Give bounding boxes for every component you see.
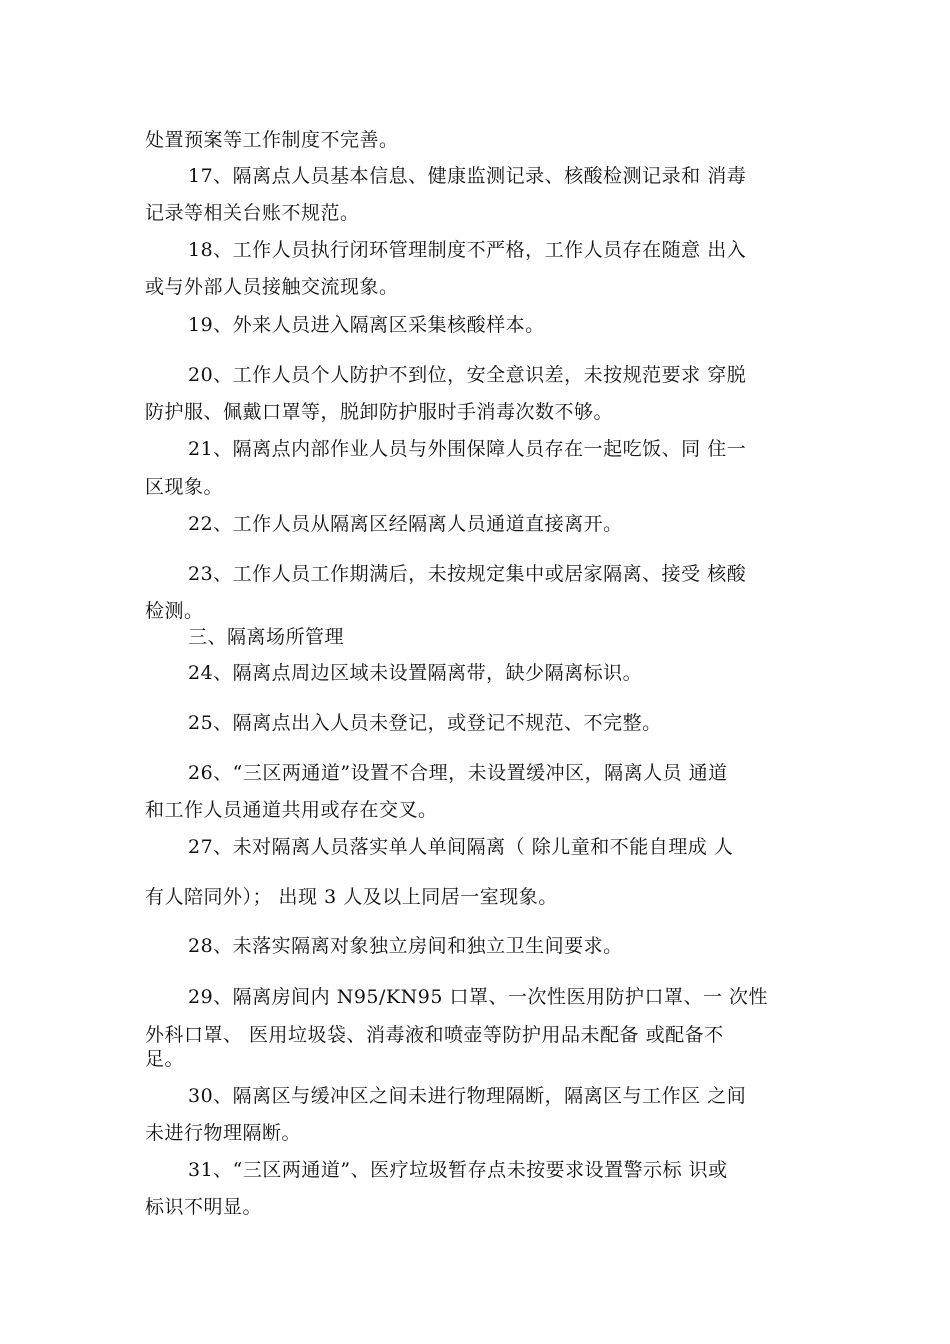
list-item-23: 23、工作人员工作期满后，未按规定集中或居家隔离、接受 核酸: [188, 563, 747, 585]
text-line: 检测。: [145, 600, 204, 622]
text-line: 或与外部人员接触交流现象。: [145, 276, 399, 298]
text-line: 有人陪同外）； 出现 3 人及以上同居一室现象。: [145, 886, 558, 908]
text-line: 标识不明显。: [145, 1196, 263, 1218]
list-item-30: 30、隔离区与缓冲区之间未进行物理隔断，隔离区与工作区 之间: [188, 1085, 747, 1107]
list-item-29: 29、隔离房间内 N95/KN95 口罩、一次性医用防护口罩、一 次性: [188, 986, 768, 1008]
text-line: 防护服、佩戴口罩等，脱卸防护服时手消毒次数不够。: [145, 401, 614, 423]
list-item-25: 25、隔离点出入人员未登记，或登记不规范、不完整。: [188, 712, 662, 734]
text-line: 处置预案等工作制度不完善。: [145, 129, 399, 151]
list-item-28: 28、未落实隔离对象独立房间和独立卫生间要求。: [188, 935, 623, 957]
list-item-18: 18、工作人员执行闭环管理制度不严格，工作人员存在随意 出入: [188, 239, 747, 261]
list-item-17: 17、隔离点人员基本信息、健康监测记录、核酸检测记录和 消毒: [188, 165, 747, 187]
list-item-26: 26、“三区两通道”设置不合理，未设置缓冲区，隔离人员 通道: [188, 762, 728, 784]
list-item-22: 22、工作人员从隔离区经隔离人员通道直接离开。: [188, 513, 623, 535]
text-line: 和工作人员通道共用或存在交叉。: [145, 799, 438, 821]
list-item-19: 19、外来人员进入隔离区采集核酸样本。: [188, 314, 545, 336]
text-line: 外科口罩、 医用垃圾袋、消毒液和喷壶等防护用品未配备 或配备不: [145, 1024, 724, 1046]
section-heading: 三、隔离场所管理: [188, 626, 345, 648]
text-line: 记录等相关台账不规范。: [145, 202, 360, 224]
list-item-24: 24、隔离点周边区域未设置隔离带，缺少隔离标识。: [188, 662, 643, 684]
list-item-20: 20、工作人员个人防护不到位，安全意识差，未按规范要求 穿脱: [188, 364, 747, 386]
text-line: 区现象。: [145, 476, 224, 498]
list-item-27: 27、未对隔离人员落实单人单间隔离（ 除儿童和不能自理成 人: [188, 836, 734, 858]
text-line: 未进行物理隔断。: [145, 1122, 302, 1144]
text-line: 足。: [145, 1048, 185, 1070]
list-item-21: 21、隔离点内部作业人员与外围保障人员存在一起吃饭、同 住一: [188, 438, 747, 460]
list-item-31: 31、“三区两通道”、医疗垃圾暂存点未按要求设置警示标 识或: [188, 1159, 728, 1181]
